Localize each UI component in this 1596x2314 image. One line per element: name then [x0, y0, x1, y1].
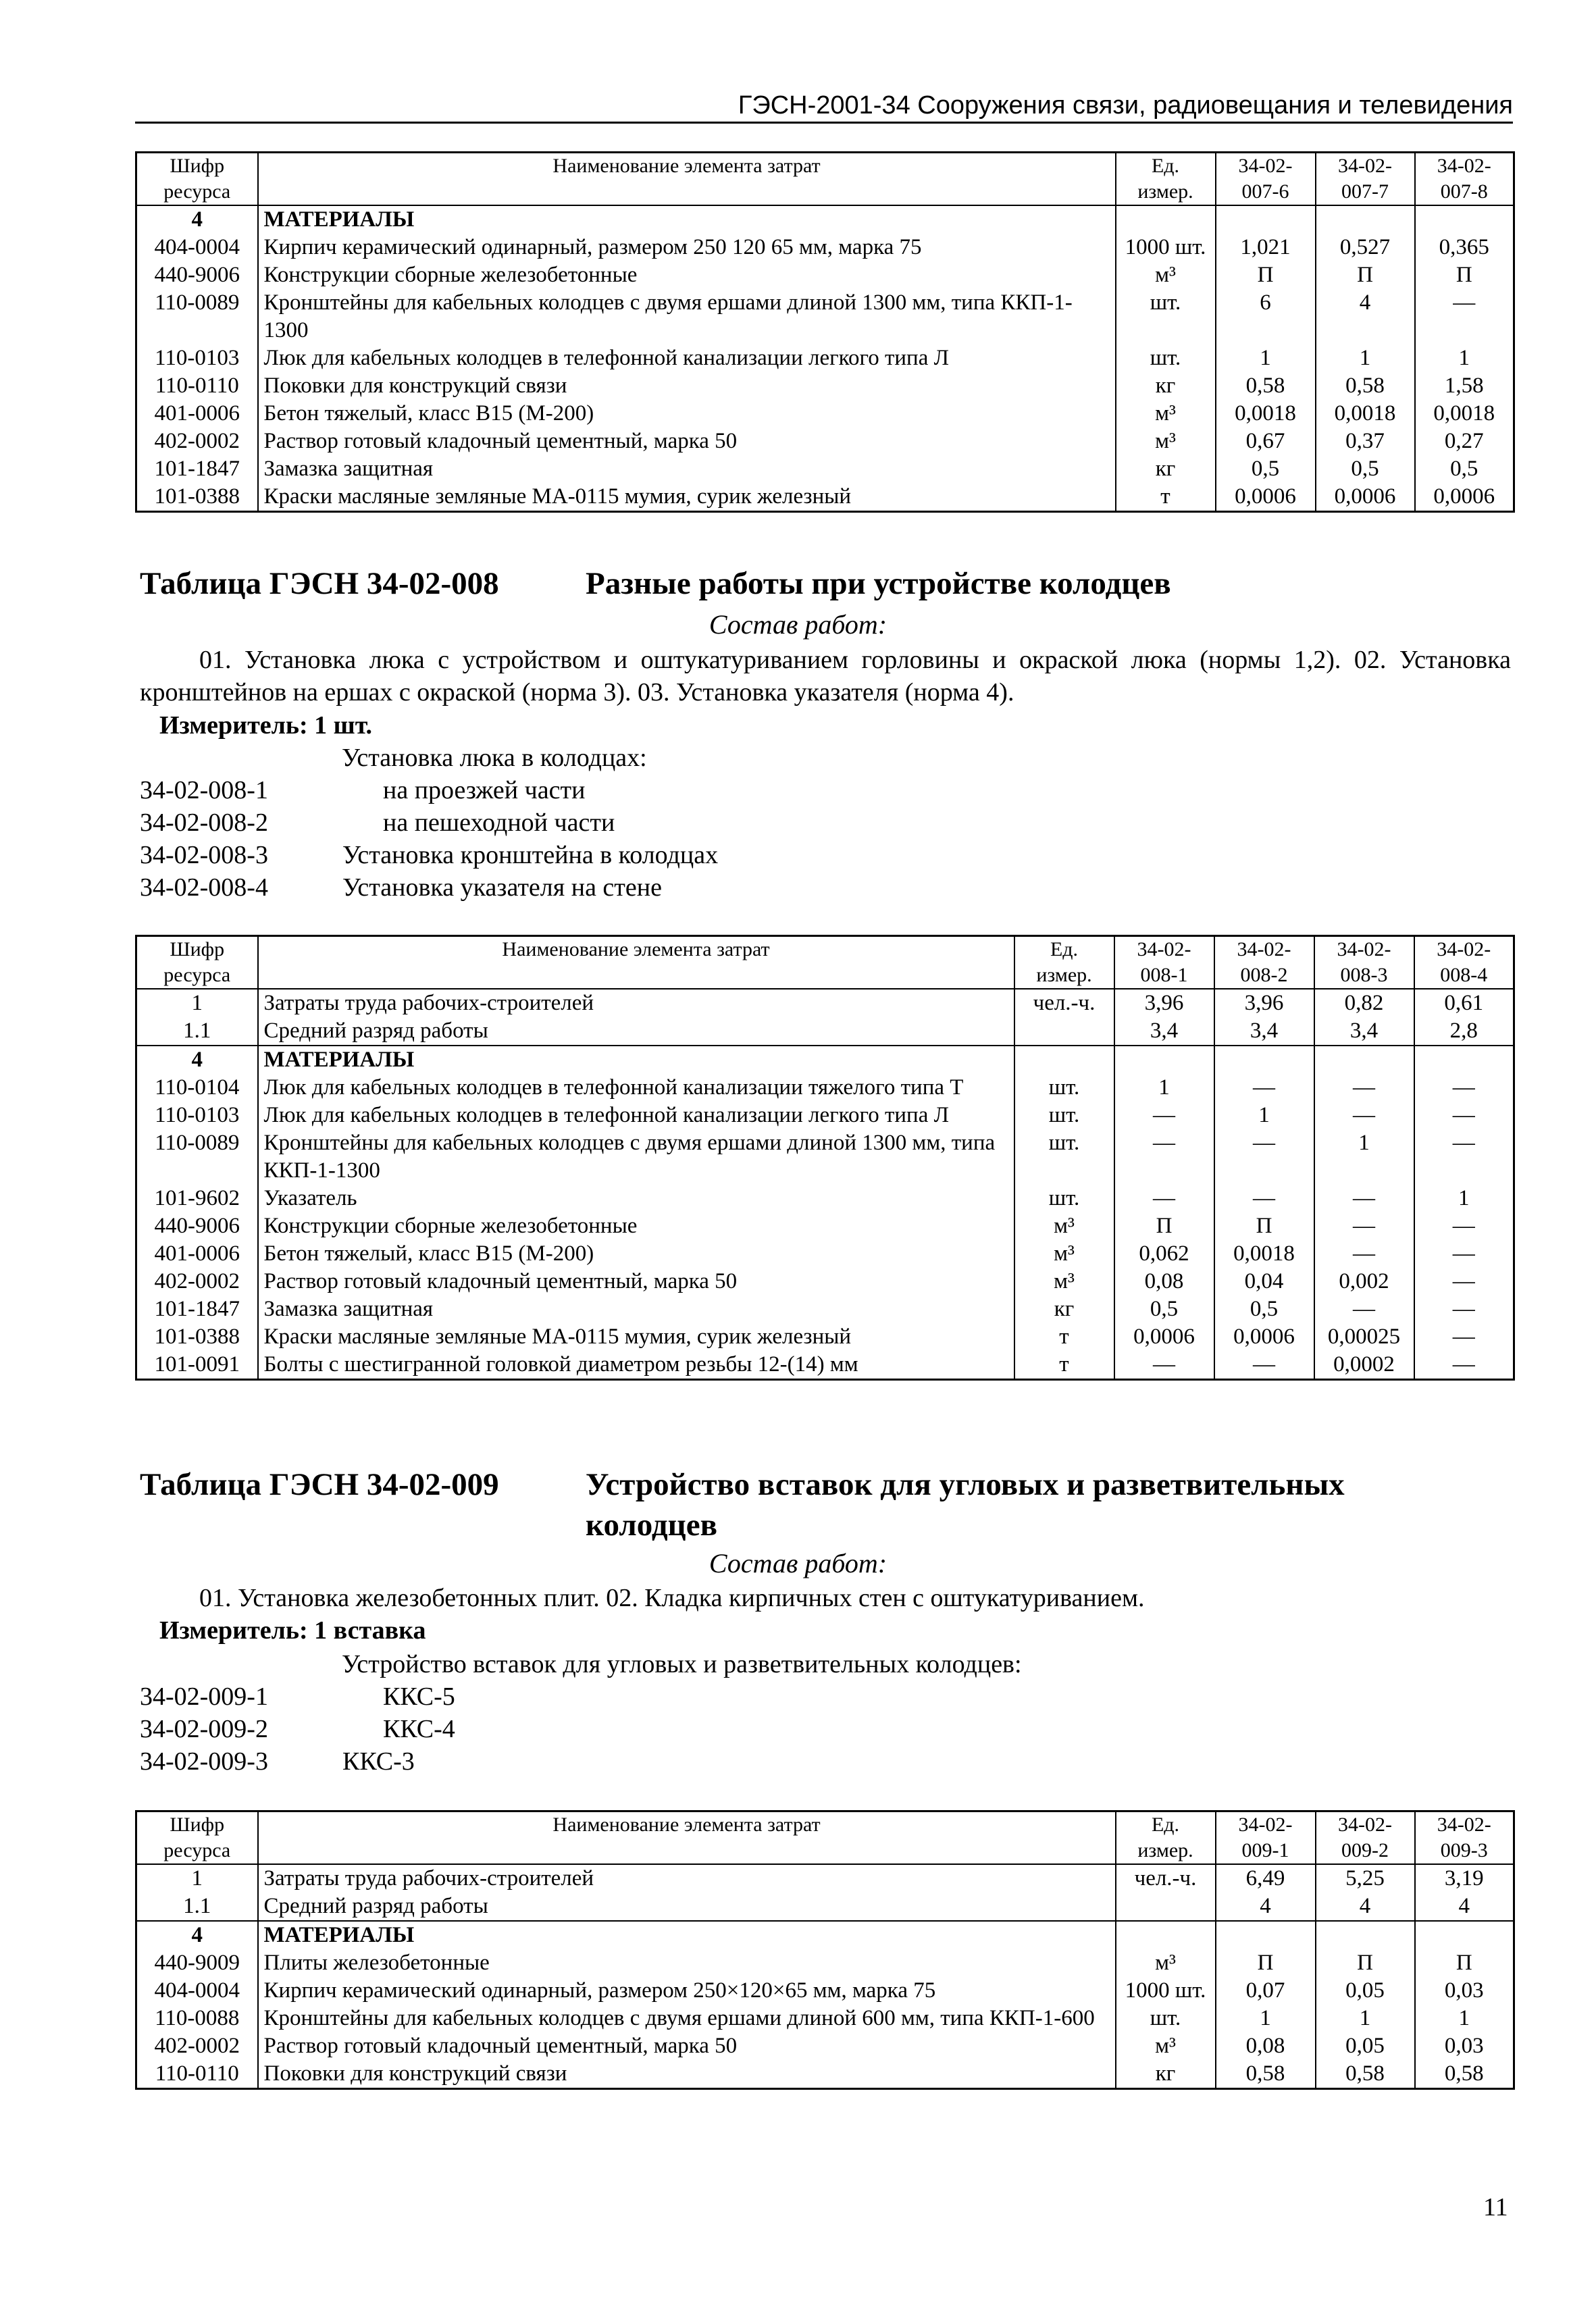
cell-value: 1,021 — [1216, 234, 1316, 261]
norm-code: 34-02-008-1 — [140, 776, 268, 804]
cell-value: 0,58 — [1216, 2060, 1316, 2089]
page-number: 11 — [1483, 2193, 1508, 2221]
cell-value: — — [1214, 1185, 1314, 1212]
cell-name: Поковки для конструкций связи — [258, 2060, 1116, 2089]
measure-unit: Измеритель: 1 вставка — [159, 1616, 426, 1645]
cell-value: 3,4 — [1314, 1017, 1414, 1046]
cell-name: Люк для кабельных колодцев в телефонной канализации легкого типа Л — [258, 344, 1116, 372]
norm-code: 34-02-008-4 — [140, 873, 268, 902]
cell-value: 1 — [1216, 344, 1316, 372]
table-row — [136, 1921, 1514, 1949]
cell-value: П — [1316, 261, 1415, 289]
cell-value: 0,5 — [1214, 1295, 1314, 1323]
cell-value: — — [1114, 1129, 1214, 1185]
cell-value: 0,062 — [1114, 1240, 1214, 1268]
table-title-name: Разные работы при устройстве колодцев — [586, 566, 1171, 601]
col-header-norm: 34-02- 007-8 — [1415, 153, 1514, 206]
cell-code: 4 — [136, 1921, 258, 1949]
table-row — [136, 1351, 1514, 1380]
cell-code: 101-0091 — [136, 1351, 258, 1380]
cell-value: 0,5 — [1415, 455, 1514, 483]
cell-name: Раствор готовый кладочный цементный, марка 50 — [258, 428, 1116, 455]
cell-value: П — [1216, 261, 1316, 289]
cell-value: 0,08 — [1114, 1268, 1214, 1295]
cell-unit: 1000 шт. — [1116, 234, 1216, 261]
cell-value: — — [1314, 1240, 1414, 1268]
cell-name: Замазка защитная — [258, 1295, 1014, 1323]
composition-text: 01. Установка люка с устройством и оштукатуриванием горловины и окраской люка (нормы 1,2). 02. Установка кронштейнов на ершах с окраской (норма 3). 03. Установка указателя (норма 4). — [140, 646, 1511, 706]
cell-value: — — [1314, 1074, 1414, 1102]
cell-code: 402-0002 — [136, 2032, 258, 2060]
table-title-code: Таблица ГЭСН 34-02-008 — [140, 566, 499, 601]
cell-value: 3,96 — [1214, 989, 1314, 1017]
table-row — [136, 483, 1514, 512]
cell-code: 110-0088 — [136, 2005, 258, 2032]
cell-name: Краски масляные земляные МА-0115 мумия, сурик железный — [258, 483, 1116, 512]
cell-value: 0,0018 — [1316, 400, 1415, 428]
cell-name: Конструкции сборные железобетонные — [258, 261, 1116, 289]
cell-name: Кронштейны для кабельных колодцев с двумя ершами длиной 1300 мм, типа ККП-1-1300 — [258, 1129, 1014, 1185]
norm-item — [140, 1680, 1153, 1713]
cell-value: — — [1114, 1102, 1214, 1129]
cell-code: 440-9006 — [136, 1212, 258, 1240]
col-header-norm: 34-02- 009-1 — [1216, 1811, 1316, 1865]
cell-value: 0,0018 — [1214, 1240, 1314, 1268]
cell-unit: шт. — [1116, 344, 1216, 372]
cell-value: 0,002 — [1314, 1268, 1414, 1295]
table-row — [136, 289, 1514, 344]
cell-name: Затраты труда рабочих-строителей — [258, 1864, 1116, 1893]
cell-value: П — [1214, 1212, 1314, 1240]
table-row — [136, 1977, 1514, 2005]
cell-code: 110-0110 — [136, 2060, 258, 2089]
table-row — [136, 2032, 1514, 2060]
cell-unit — [1014, 1046, 1114, 1074]
cell-value: — — [1414, 1268, 1514, 1295]
cell-code: 110-0103 — [136, 344, 258, 372]
col-header-code: Шифр ресурса — [136, 936, 258, 989]
cell-value: 0,82 — [1314, 989, 1414, 1017]
cell-value: 0,0006 — [1114, 1323, 1214, 1351]
cell-unit: чел.-ч. — [1116, 1864, 1216, 1893]
cell-unit: кг — [1116, 455, 1216, 483]
col-header-norm: 34-02- 007-7 — [1316, 153, 1415, 206]
cell-value: 0,0006 — [1415, 483, 1514, 512]
cell-code: 440-9006 — [136, 261, 258, 289]
table-row — [136, 2060, 1514, 2089]
cell-value: — — [1314, 1102, 1414, 1129]
cell-value — [1415, 205, 1514, 234]
cell-value: 1 — [1415, 344, 1514, 372]
cell-unit — [1116, 1921, 1216, 1949]
table-header-row — [136, 1811, 1514, 1865]
cell-unit: м³ — [1116, 261, 1216, 289]
cell-value: 4 — [1415, 1893, 1514, 1921]
cell-unit: м³ — [1014, 1240, 1114, 1268]
cell-code: 110-0089 — [136, 1129, 258, 1185]
table-row — [136, 1323, 1514, 1351]
cell-value: 1 — [1114, 1074, 1214, 1102]
col-header-norm: 34-02- 008-3 — [1314, 936, 1414, 989]
cell-value: — — [1314, 1212, 1414, 1240]
cell-value: — — [1214, 1074, 1314, 1102]
cell-value: 1 — [1214, 1102, 1314, 1129]
cell-value: 0,0006 — [1316, 483, 1415, 512]
cell-value: 1,58 — [1415, 372, 1514, 400]
table-row — [136, 261, 1514, 289]
table-header-row — [136, 936, 1514, 989]
table-row — [136, 344, 1514, 372]
cell-value: 3,19 — [1415, 1864, 1514, 1893]
col-header-unit: Ед. измер. — [1116, 1811, 1216, 1865]
cell-name: Болты с шестигранной головкой диаметром резьбы 12-(14) мм — [258, 1351, 1014, 1380]
cell-code: 101-1847 — [136, 455, 258, 483]
cell-unit: м³ — [1116, 1949, 1216, 1977]
cell-value: 0,07 — [1216, 1977, 1316, 2005]
cell-value: 0,61 — [1414, 989, 1514, 1017]
cell-code: 440-9009 — [136, 1949, 258, 1977]
col-header-norm: 34-02- 008-2 — [1214, 936, 1314, 989]
cell-name: Указатель — [258, 1185, 1014, 1212]
table-row — [136, 2005, 1514, 2032]
cell-value: 1 — [1314, 1129, 1414, 1185]
norm-name: Установка кронштейна в колодцах — [342, 841, 719, 869]
cell-value — [1415, 1921, 1514, 1949]
cell-value: — — [1414, 1074, 1514, 1102]
cell-code: 4 — [136, 1046, 258, 1074]
norm-item — [140, 774, 1153, 806]
cell-code: 401-0006 — [136, 1240, 258, 1268]
cell-value: — — [1414, 1102, 1514, 1129]
table-title-code: Таблица ГЭСН 34-02-009 — [140, 1467, 499, 1502]
table-row — [136, 1074, 1514, 1102]
table-row — [136, 989, 1514, 1017]
cell-code: 404-0004 — [136, 1977, 258, 2005]
cell-value: — — [1114, 1351, 1214, 1380]
cell-value — [1414, 1046, 1514, 1074]
cell-value: 0,527 — [1316, 234, 1415, 261]
cell-value: 1 — [1316, 2005, 1415, 2032]
cell-name: Затраты труда рабочих-строителей — [258, 989, 1014, 1017]
table-row — [136, 1129, 1514, 1185]
cell-unit: т — [1014, 1323, 1114, 1351]
cell-value: 1 — [1414, 1185, 1514, 1212]
cell-value: — — [1414, 1129, 1514, 1185]
cell-name: Краски масляные земляные МА-0115 мумия, сурик железный — [258, 1323, 1014, 1351]
table-row — [136, 1017, 1514, 1046]
cell-unit: шт. — [1116, 2005, 1216, 2032]
cell-value — [1216, 1921, 1316, 1949]
cell-code: 1.1 — [136, 1893, 258, 1921]
table-row — [136, 1295, 1514, 1323]
cell-code: 402-0002 — [136, 428, 258, 455]
cell-value: 0,5 — [1216, 455, 1316, 483]
table-row — [136, 400, 1514, 428]
cell-name: Люк для кабельных колодцев в телефонной канализации легкого типа Л — [258, 1102, 1014, 1129]
cell-code: 110-0110 — [136, 372, 258, 400]
table-row — [136, 428, 1514, 455]
cell-unit: м³ — [1116, 428, 1216, 455]
col-header-code: Шифр ресурса — [136, 1811, 258, 1865]
cell-name: Средний разряд работы — [258, 1893, 1116, 1921]
table-row — [136, 1102, 1514, 1129]
cell-value: 0,365 — [1415, 234, 1514, 261]
table-row — [136, 1212, 1514, 1240]
cell-name: Поковки для конструкций связи — [258, 372, 1116, 400]
cell-value: — — [1414, 1295, 1514, 1323]
cell-code: 110-0089 — [136, 289, 258, 344]
cell-unit: шт. — [1014, 1129, 1114, 1185]
cell-code: 110-0104 — [136, 1074, 258, 1102]
cell-unit: т — [1116, 483, 1216, 512]
cell-value — [1316, 1921, 1415, 1949]
cell-code: 404-0004 — [136, 234, 258, 261]
col-header-norm: 34-02- 009-2 — [1316, 1811, 1415, 1865]
cell-value: — — [1414, 1323, 1514, 1351]
cell-code: 401-0006 — [136, 400, 258, 428]
cell-unit: шт. — [1014, 1102, 1114, 1129]
cell-value: 0,67 — [1216, 428, 1316, 455]
norm-item — [140, 839, 1153, 871]
cell-name: Кирпич керамический одинарный, размером 250 120 65 мм, марка 75 — [258, 234, 1116, 261]
cell-value: 2,8 — [1414, 1017, 1514, 1046]
norm-name: ККС-3 — [342, 1747, 415, 1776]
cell-value: П — [1316, 1949, 1415, 1977]
measure-unit: Измеритель: 1 шт. — [159, 711, 373, 740]
cell-value — [1216, 205, 1316, 234]
cell-unit: т — [1014, 1351, 1114, 1380]
cell-value: 0,5 — [1114, 1295, 1214, 1323]
table-row — [136, 372, 1514, 400]
table-row — [136, 1268, 1514, 1295]
table-row — [136, 1864, 1514, 1893]
norm-code: 34-02-009-3 — [140, 1747, 268, 1776]
table-header-row — [136, 153, 1514, 206]
cell-name: Раствор готовый кладочный цементный, марка 50 — [258, 2032, 1116, 2060]
cell-value: 0,0018 — [1216, 400, 1316, 428]
table-row — [136, 1893, 1514, 1921]
cell-value: 3,4 — [1214, 1017, 1314, 1046]
cell-value: 0,03 — [1415, 1977, 1514, 2005]
cell-name: Люк для кабельных колодцев в телефонной канализации тяжелого типа Т — [258, 1074, 1014, 1102]
norm-name: на пешеходной части — [383, 808, 615, 837]
col-header-norm: 34-02- 007-6 — [1216, 153, 1316, 206]
cell-value: 0,05 — [1316, 2032, 1415, 2060]
cell-value: 0,00025 — [1314, 1323, 1414, 1351]
cell-value: 0,0002 — [1314, 1351, 1414, 1380]
col-header-norm: 34-02- 008-1 — [1114, 936, 1214, 989]
cell-name: Бетон тяжелый, класс В15 (М-200) — [258, 400, 1116, 428]
cell-unit: шт. — [1014, 1185, 1114, 1212]
norm-item — [140, 1745, 1153, 1778]
cell-name: Кронштейны для кабельных колодцев с двумя ершами длиной 1300 мм, типа ККП-1-1300 — [258, 289, 1116, 344]
table-title-008 — [140, 563, 1171, 604]
col-header-code: Шифр ресурса — [136, 153, 258, 206]
cell-value: 0,58 — [1316, 372, 1415, 400]
cell-code: 402-0002 — [136, 1268, 258, 1295]
cell-unit — [1116, 205, 1216, 234]
table-row — [136, 1046, 1514, 1074]
cell-value: 0,05 — [1316, 1977, 1415, 2005]
cell-unit: м³ — [1116, 2032, 1216, 2060]
col-header-norm: 34-02- 009-3 — [1415, 1811, 1514, 1865]
norm-code: 34-02-009-1 — [140, 1682, 268, 1711]
cell-name: Плиты железобетонные — [258, 1949, 1116, 1977]
cell-code: 101-1847 — [136, 1295, 258, 1323]
cell-value: 0,08 — [1216, 2032, 1316, 2060]
cell-name: Кронштейны для кабельных колодцев с двумя ершами длиной 600 мм, типа ККП-1-600 — [258, 2005, 1116, 2032]
cell-unit: 1000 шт. — [1116, 1977, 1216, 2005]
cell-unit: м³ — [1014, 1212, 1114, 1240]
norm-code: 34-02-009-2 — [140, 1715, 268, 1743]
cell-value: 6 — [1216, 289, 1316, 344]
table-row — [136, 205, 1514, 234]
table-row — [136, 234, 1514, 261]
composition-heading: Состав работ: — [709, 609, 887, 640]
cell-code: 101-9602 — [136, 1185, 258, 1212]
cell-code: 101-0388 — [136, 1323, 258, 1351]
page-header: ГЭСН-2001-34 Сооружения связи, радиовещания и телевидения — [135, 89, 1513, 124]
cell-unit: кг — [1116, 2060, 1216, 2089]
cell-name: МАТЕРИАЛЫ — [258, 1921, 1116, 1949]
cell-value: 0,0006 — [1214, 1323, 1314, 1351]
cell-value: 3,4 — [1114, 1017, 1214, 1046]
cell-unit: шт. — [1014, 1074, 1114, 1102]
cell-value: 0,0006 — [1216, 483, 1316, 512]
cell-value: 1 — [1316, 344, 1415, 372]
table-row — [136, 455, 1514, 483]
cell-code: 1 — [136, 1864, 258, 1893]
cell-name: Средний разряд работы — [258, 1017, 1014, 1046]
cell-unit: кг — [1014, 1295, 1114, 1323]
cell-name: Замазка защитная — [258, 455, 1116, 483]
cell-code: 1.1 — [136, 1017, 258, 1046]
cell-value: 3,96 — [1114, 989, 1214, 1017]
cell-name: Раствор готовый кладочный цементный, марка 50 — [258, 1268, 1014, 1295]
cell-value: 1 — [1415, 2005, 1514, 2032]
resource-table-009 — [135, 1810, 1515, 2090]
cell-value: 0,0018 — [1415, 400, 1514, 428]
table-row — [136, 1240, 1514, 1268]
norm-group-heading: Устройство вставок для угловых и разветвительных колодцев: — [342, 1650, 1022, 1678]
cell-unit: м³ — [1116, 400, 1216, 428]
table-row — [136, 1949, 1514, 1977]
cell-value: — — [1214, 1129, 1314, 1185]
resource-table-007 — [135, 151, 1515, 513]
col-header-name: Наименование элемента затрат — [258, 936, 1014, 989]
norm-name: ККС-5 — [383, 1682, 455, 1711]
cell-unit: м³ — [1014, 1268, 1114, 1295]
norm-code: 34-02-008-2 — [140, 808, 268, 837]
cell-value: П — [1114, 1212, 1214, 1240]
col-header-unit: Ед. измер. — [1014, 936, 1114, 989]
cell-value: — — [1314, 1295, 1414, 1323]
cell-value: — — [1414, 1351, 1514, 1380]
cell-value: 4 — [1216, 1893, 1316, 1921]
cell-value: — — [1415, 289, 1514, 344]
cell-value: 0,37 — [1316, 428, 1415, 455]
table-row — [136, 1185, 1514, 1212]
cell-unit — [1014, 1017, 1114, 1046]
cell-value — [1214, 1046, 1314, 1074]
cell-name: Бетон тяжелый, класс В15 (М-200) — [258, 1240, 1014, 1268]
cell-value — [1114, 1046, 1214, 1074]
cell-value: П — [1216, 1949, 1316, 1977]
cell-value: — — [1114, 1185, 1214, 1212]
cell-value: 0,58 — [1415, 2060, 1514, 2089]
cell-code: 4 — [136, 205, 258, 234]
norm-item — [140, 871, 1153, 904]
cell-value: 1 — [1216, 2005, 1316, 2032]
cell-value: 0,04 — [1214, 1268, 1314, 1295]
cell-name: МАТЕРИАЛЫ — [258, 205, 1116, 234]
cell-value: 0,03 — [1415, 2032, 1514, 2060]
cell-value — [1316, 205, 1415, 234]
cell-name: Конструкции сборные железобетонные — [258, 1212, 1014, 1240]
cell-value — [1314, 1046, 1414, 1074]
cell-unit: шт. — [1116, 289, 1216, 344]
cell-name: Кирпич керамический одинарный, размером 250×120×65 мм, марка 75 — [258, 1977, 1116, 2005]
resource-table-008 — [135, 935, 1515, 1381]
cell-value: — — [1414, 1212, 1514, 1240]
cell-value: 4 — [1316, 1893, 1415, 1921]
composition-text: 01. Установка железобетонных плит. 02. Кладка кирпичных стен с оштукатуриванием. — [199, 1584, 1145, 1612]
cell-value: — — [1414, 1240, 1514, 1268]
norm-group-heading: Установка люка в колодцах: — [342, 744, 647, 772]
norm-item — [140, 806, 1153, 839]
cell-unit: кг — [1116, 372, 1216, 400]
cell-value: 4 — [1316, 289, 1415, 344]
cell-value: 6,49 — [1216, 1864, 1316, 1893]
cell-code: 101-0388 — [136, 483, 258, 512]
col-header-unit: Ед. измер. — [1116, 153, 1216, 206]
cell-value: П — [1415, 261, 1514, 289]
cell-code: 1 — [136, 989, 258, 1017]
cell-unit — [1116, 1893, 1216, 1921]
col-header-name: Наименование элемента затрат — [258, 153, 1116, 206]
cell-value: 0,58 — [1216, 372, 1316, 400]
norm-code: 34-02-008-3 — [140, 841, 268, 869]
norm-name: Установка указателя на стене — [342, 873, 662, 902]
table-title-009 — [140, 1464, 1345, 1543]
cell-value: 0,27 — [1415, 428, 1514, 455]
cell-value: — — [1314, 1185, 1414, 1212]
cell-value: 0,5 — [1316, 455, 1415, 483]
cell-unit: чел.-ч. — [1014, 989, 1114, 1017]
cell-value: П — [1415, 1949, 1514, 1977]
cell-name: МАТЕРИАЛЫ — [258, 1046, 1014, 1074]
norm-item — [140, 1713, 1153, 1745]
composition-heading: Состав работ: — [709, 1548, 887, 1578]
cell-value: 0,58 — [1316, 2060, 1415, 2089]
norm-name: на проезжей части — [383, 776, 586, 804]
col-header-name: Наименование элемента затрат — [258, 1811, 1116, 1865]
col-header-norm: 34-02- 008-4 — [1414, 936, 1514, 989]
norm-name: ККС-4 — [383, 1715, 455, 1743]
cell-value: 5,25 — [1316, 1864, 1415, 1893]
cell-value: — — [1214, 1351, 1314, 1380]
cell-code: 110-0103 — [136, 1102, 258, 1129]
table-title-name: Устройство вставок для угловых и разветвительных колодцев — [586, 1467, 1345, 1543]
